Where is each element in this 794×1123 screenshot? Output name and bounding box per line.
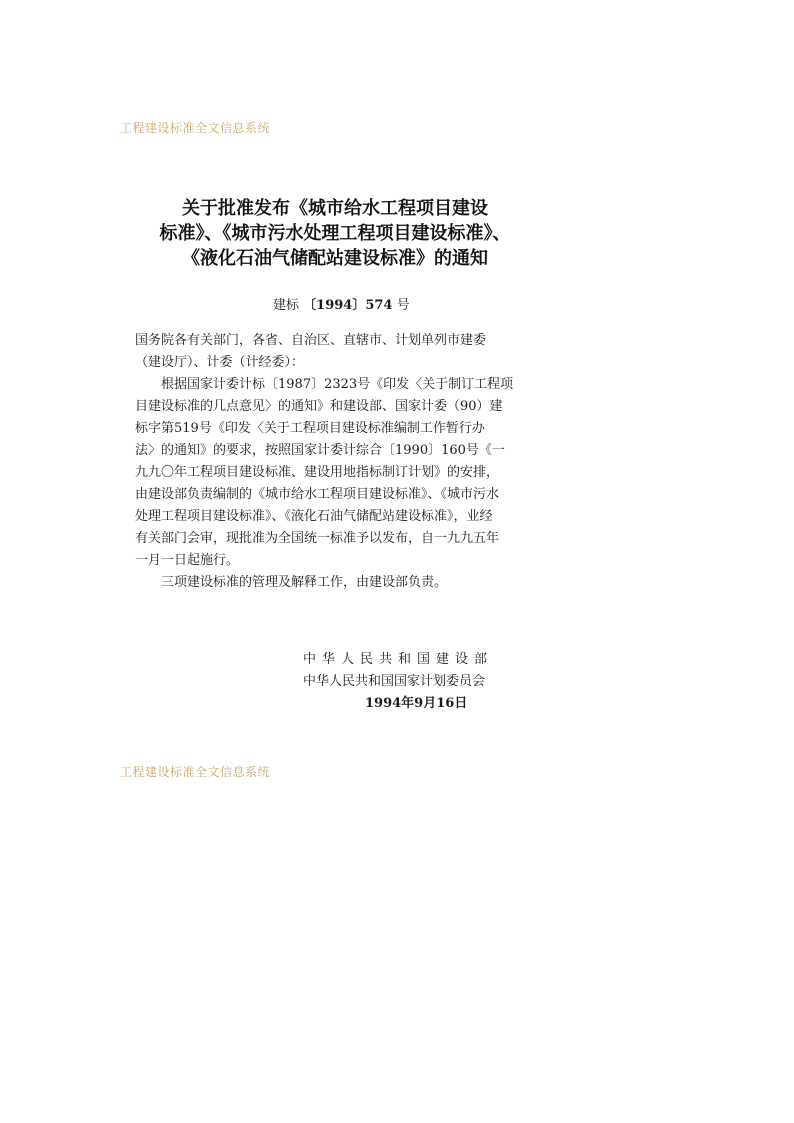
- paragraph2: 三项建设标准的管理及解释工作，由建设部负责。: [161, 575, 448, 590]
- paragraph1-line-8: 有关部门会审，现批准为全国统一标准予以发布，自一九九五年: [135, 531, 500, 546]
- title-line-1: 关于批准发布《城市给水工程项目建设: [182, 198, 488, 219]
- watermark-bottom: 工程建设标准全文信息系统: [120, 765, 271, 779]
- paragraph1-line-4: 法〉的通知》的要求，按照国家计委计综合〔1990〕160号《一: [135, 443, 505, 458]
- doc-number-code: 〔1994〕574: [303, 298, 393, 313]
- paragraph1-line-2: 目建设标准的几点意见〉的通知》和建设部、国家计委（90）建: [135, 399, 503, 414]
- title-line-2: 标准》、《城市污水处理工程项目建设标准》、: [159, 223, 511, 244]
- doc-number-prefix: 建标: [273, 298, 300, 313]
- document-title: [140, 196, 530, 271]
- paragraph1-line-5: 九九〇年工程项目建设标准、建设用地指标制订计划》的安排，: [135, 465, 500, 480]
- watermark-top: 工程建设标准全文信息系统: [120, 121, 271, 135]
- paragraph1-line-9: 一月一日起施行。: [135, 553, 240, 568]
- signature-org-ministry: 中华人民共和国建设部: [303, 652, 494, 667]
- paragraph1-line-6: 由建设部负责编制的《城市给水工程项目建设标准》、《城市污水: [135, 487, 500, 502]
- signature-block: [303, 649, 493, 715]
- paragraph1-line-7: 处理工程项目建设标准》、《液化石油气储配站建设标准》，业经: [135, 509, 493, 524]
- signature-org-commission: 中华人民共和国国家计划委员会: [303, 674, 486, 689]
- doc-number-suffix: 号: [396, 298, 410, 313]
- paragraph1-line-3: 标字第519号《印发〈关于工程项目建设标准编制工作暂行办: [135, 421, 485, 436]
- paragraph1-line-1: 根据国家计委计标〔1987〕2323号《印发〈关于制订工程项: [161, 377, 514, 392]
- title-line-3: 《液化石油气储配站建设标准》的通知: [182, 248, 488, 269]
- document-body: [135, 330, 530, 594]
- signature-date: 1994年9月16日: [365, 696, 468, 711]
- document-number: [273, 294, 410, 313]
- addressee-line-1: 国务院各有关部门，各省、自治区、直辖市、计划单列市建委: [135, 333, 487, 348]
- addressee-line-2: （建设厅）、计委（计经委）：: [135, 355, 305, 370]
